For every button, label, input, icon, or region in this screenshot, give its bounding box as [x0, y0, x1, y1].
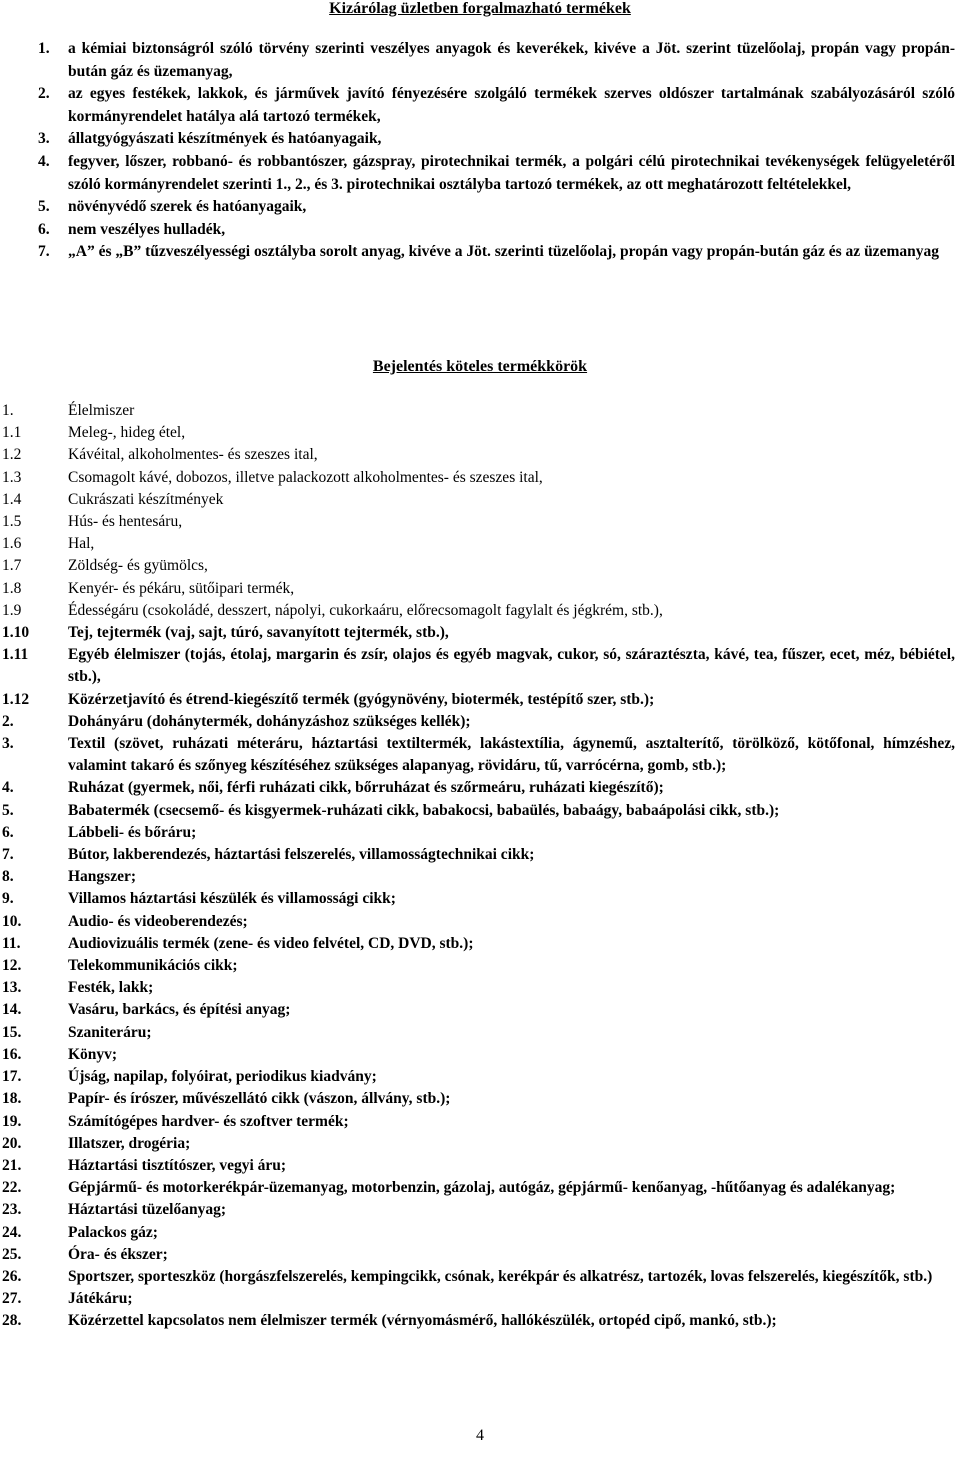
- item-text: Élelmiszer: [68, 402, 135, 419]
- item-text: Könyv;: [68, 1045, 118, 1063]
- list-item: [0, 711, 955, 733]
- item-text: Közérzetjavító és étrend-kiegészítő termék (gyógynövény, biotermék, testépítő szer, stb.);: [68, 690, 655, 708]
- list-item: [0, 1266, 955, 1288]
- item-number: 1.9: [2, 601, 22, 619]
- item-number: 7.: [2, 846, 14, 864]
- item-text: Papír- és írószer, művészellátó cikk (vászon, állvány, stb.);: [68, 1090, 451, 1108]
- item-text: Telekommunikációs cikk;: [68, 957, 238, 975]
- item-text: Dohányáru (dohánytermék, dohányzáshoz szükséges kellék);: [68, 712, 471, 730]
- item-number: 20.: [2, 1134, 22, 1152]
- item-text: Palackos gáz;: [68, 1223, 158, 1241]
- item-text: Újság, napilap, folyóirat, periodikus kiadvány;: [68, 1068, 377, 1086]
- item-number: 12.: [2, 957, 22, 975]
- item-text: Háztartási tisztítószer, vegyi áru;: [68, 1156, 287, 1174]
- item-text: Textil (szövet, ruházati méteráru, háztartási textiltermék, lakástextília, ágynemű, asztalterítő, törölköző, kötőfonal, hímzéshez, valamint takaró és szőnyeg készítéséhez szükséges alapanyag, rövidáru, tű, varrócérna, gomb, stb.);: [68, 735, 955, 775]
- item-number: 1.: [38, 40, 50, 57]
- item-text: Egyéb élelmiszer (tojás, étolaj, margarin és zsír, olajos és egyéb magvak, cukor, só, száraztészta, kávé, tea, fűszer, ecet, méz, bébiétel, stb.),: [68, 646, 955, 686]
- item-number: 23.: [2, 1201, 22, 1219]
- item-text: Audiovizuális termék (zene- és video felvétel, CD, DVD, stb.);: [68, 934, 474, 952]
- list-item: [0, 1022, 955, 1044]
- list-item: [0, 1288, 955, 1310]
- item-number: 2.: [38, 85, 50, 103]
- item-text: nem veszélyes hulladék,: [68, 220, 226, 238]
- item-text: Hangszer;: [68, 868, 137, 886]
- item-number: 3.: [2, 735, 14, 753]
- list-item: [0, 733, 955, 777]
- item-number: 6.: [38, 220, 50, 238]
- list-item: [0, 955, 955, 977]
- item-number: 1.10: [2, 624, 30, 642]
- item-number: 1.4: [2, 490, 22, 508]
- list-item: [0, 400, 955, 422]
- item-text: Tej, tejtermék (vaj, sajt, túró, savanyított tejtermék, stb.),: [68, 624, 449, 642]
- item-text: Villamos háztartási készülék és villamossági cikk;: [68, 890, 396, 908]
- store-only-list: [0, 38, 955, 264]
- list-item: [0, 866, 955, 888]
- list-item: [0, 555, 955, 577]
- list-item: [0, 444, 955, 466]
- list-item: [0, 1222, 955, 1244]
- item-number: 1.8: [2, 579, 22, 597]
- item-text: az egyes festékek, lakkok, és járművek javító fényezésére szolgáló termékek szerves oldószer tartalmának szabályozásáról szóló kormányrendelet hatálya alá tartozó termékek,: [68, 85, 955, 125]
- item-number: 24.: [2, 1223, 22, 1241]
- item-text: Meleg-, hideg étel,: [68, 424, 186, 442]
- list-item: [0, 822, 955, 844]
- list-item: [0, 1310, 955, 1332]
- list-item: [0, 644, 955, 688]
- item-text: a kémiai biztonságról szóló törvény szerinti veszélyes anyagok és keverékek, kivéve a Jöt. szerint tüzelőolaj, propán vagy propán-bután gáz és üzemanyag,: [68, 40, 955, 80]
- item-text: Hal,: [68, 535, 95, 553]
- list-item: [0, 933, 955, 955]
- list-item: [0, 777, 955, 799]
- list-item: [0, 1155, 955, 1177]
- list-item: [0, 600, 955, 622]
- item-number: 4.: [38, 152, 50, 170]
- list-item: [0, 511, 955, 533]
- item-text: Babatermék (csecsemő- és kisgyermek-ruházati cikk, babakocsi, babaülés, babaágy, babaápolási cikk, stb.);: [68, 801, 780, 819]
- item-number: 1.6: [2, 535, 22, 553]
- item-number: 9.: [2, 890, 14, 908]
- item-number: 22.: [2, 1179, 22, 1197]
- list-item: [0, 622, 955, 644]
- item-number: 15.: [2, 1023, 22, 1041]
- item-text: Édességáru (csokoládé, desszert, nápolyi, cukorkaáru, előrecsomagolt fagylalt és jégkrém, stb.),: [68, 601, 663, 619]
- item-number: 1.1: [2, 424, 22, 442]
- item-text: Lábbeli- és bőráru;: [68, 823, 197, 841]
- item-number: 1.11: [2, 646, 29, 664]
- item-text: Gépjármű- és motorkerékpár-üzemanyag, motorbenzin, gázolaj, autógáz, gépjármű- kenőanyag, -hűtőanyag és adalékanyag;: [68, 1179, 896, 1197]
- list-item: [0, 689, 955, 711]
- page-number: 4: [476, 1427, 484, 1444]
- item-number: 4.: [2, 779, 14, 797]
- item-text: Audio- és videoberendezés;: [68, 912, 248, 930]
- item-number: 2.: [2, 712, 14, 730]
- list-item: [0, 533, 955, 555]
- item-number: 21.: [2, 1156, 22, 1174]
- list-item: [0, 977, 955, 999]
- list-item: [0, 578, 955, 600]
- item-text: fegyver, lőszer, robbanó- és robbantószer, gázspray, pirotechnikai termék, a polgári célú pirotechnikai tevékenységek felügyeletéről szóló kormányrendelet szerinti 1., 2., és 3. pirotechnikai osztályba tartozó termékek, az ott meghatározott feltételekkel,: [68, 152, 955, 193]
- item-number: 1.2: [2, 446, 22, 464]
- item-text: Közérzettel kapcsolatos nem élelmiszer termék (vérnyomásmérő, hallókészülék, ortopéd cipő, mankó, stb.);: [68, 1312, 777, 1330]
- item-number: 7.: [38, 243, 50, 261]
- item-number: 16.: [2, 1045, 22, 1063]
- item-text: Kávéital, alkoholmentes- és szeszes ital,: [68, 446, 318, 464]
- item-text: Hús- és hentesáru,: [68, 513, 183, 531]
- list-item: [0, 1044, 955, 1066]
- item-number: 18.: [2, 1090, 22, 1108]
- list-item: [0, 844, 955, 866]
- list-item: [0, 467, 955, 489]
- item-number: 6.: [2, 823, 14, 841]
- item-number: 5.: [38, 198, 50, 216]
- item-number: 1.7: [2, 557, 22, 575]
- item-text: Zöldség- és gyümölcs,: [68, 557, 208, 575]
- item-number: 19.: [2, 1112, 22, 1130]
- item-number: 10.: [2, 912, 22, 930]
- list-item: [0, 489, 955, 511]
- item-text: Bútor, lakberendezés, háztartási felszerelés, villamosságtechnikai cikk;: [68, 846, 535, 864]
- item-number: 1.3: [2, 468, 22, 486]
- item-number: 17.: [2, 1068, 22, 1086]
- list-item: [0, 422, 955, 444]
- item-text: Szaniteráru;: [68, 1023, 152, 1041]
- item-number: 8.: [2, 868, 14, 886]
- item-number: 14.: [2, 1001, 22, 1019]
- list-item: [0, 219, 955, 242]
- list-item: [0, 151, 955, 196]
- item-text: Ruházat (gyermek, női, férfi ruházati cikk, bőrruházat és szőrmeáru, ruházati kiegészítő);: [68, 779, 664, 797]
- item-text: Kenyér- és pékáru, sütőipari termék,: [68, 579, 295, 597]
- item-number: 27.: [2, 1290, 22, 1308]
- item-text: Játékáru;: [68, 1290, 133, 1308]
- item-text: Csomagolt kávé, dobozos, illetve palackozott alkoholmentes- és szeszes ital,: [68, 468, 543, 486]
- item-text: Vasáru, barkács, és építési anyag;: [68, 1001, 291, 1019]
- notifiable-product-list: [0, 400, 955, 1333]
- item-text: növényvédő szerek és hatóanyagaik,: [68, 198, 307, 216]
- item-number: 26.: [2, 1267, 22, 1285]
- list-item: [0, 800, 955, 822]
- item-text: Cukrászati készítmények: [68, 490, 224, 508]
- list-item: [0, 128, 955, 151]
- item-text: Illatszer, drogéria;: [68, 1134, 191, 1152]
- list-item: [0, 83, 955, 128]
- section-title-notifiable: Bejelentés köteles termékkörök: [372, 358, 588, 375]
- list-item: [0, 1133, 955, 1155]
- item-number: 1.: [2, 402, 14, 419]
- item-number: 25.: [2, 1245, 22, 1263]
- item-number: 3.: [38, 130, 50, 148]
- item-text: Sportszer, sporteszköz (horgászfelszerelés, kempingcikk, csónak, kerékpár és alkatrész, tartozék, lovas felszerelés, kiegészítők, stb.): [68, 1267, 933, 1285]
- list-item: [0, 911, 955, 933]
- list-item: [0, 1199, 955, 1221]
- list-item: [0, 1088, 955, 1110]
- item-text: Óra- és ékszer;: [68, 1245, 168, 1263]
- item-number: 13.: [2, 979, 22, 997]
- list-item: [0, 1066, 955, 1088]
- list-item: [0, 1111, 955, 1133]
- item-text: Háztartási tüzelőanyag;: [68, 1201, 226, 1219]
- section-title-store-only: Kizárólag üzletben forgalmazható termékek: [329, 0, 631, 17]
- item-text: Számítógépes hardver- és szoftver termék;: [68, 1112, 349, 1130]
- item-number: 1.12: [2, 690, 30, 708]
- item-number: 28.: [2, 1312, 22, 1330]
- item-number: 11.: [2, 934, 21, 952]
- list-item: [0, 888, 955, 910]
- list-item: [0, 196, 955, 219]
- item-text: „A” és „B” tűzveszélyességi osztályba sorolt anyag, kivéve a Jöt. szerinti tüzelőolaj, propán vagy propán-bután gáz és az üzemanyag: [68, 243, 939, 261]
- list-item: [0, 38, 955, 83]
- item-number: 5.: [2, 801, 14, 819]
- list-item: [0, 999, 955, 1021]
- item-number: 1.5: [2, 513, 22, 531]
- list-item: [0, 1177, 955, 1199]
- list-item: [0, 241, 955, 264]
- item-text: Festék, lakk;: [68, 979, 154, 997]
- list-item: [0, 1244, 955, 1266]
- item-text: állatgyógyászati készítmények és hatóanyagaik,: [68, 130, 382, 148]
